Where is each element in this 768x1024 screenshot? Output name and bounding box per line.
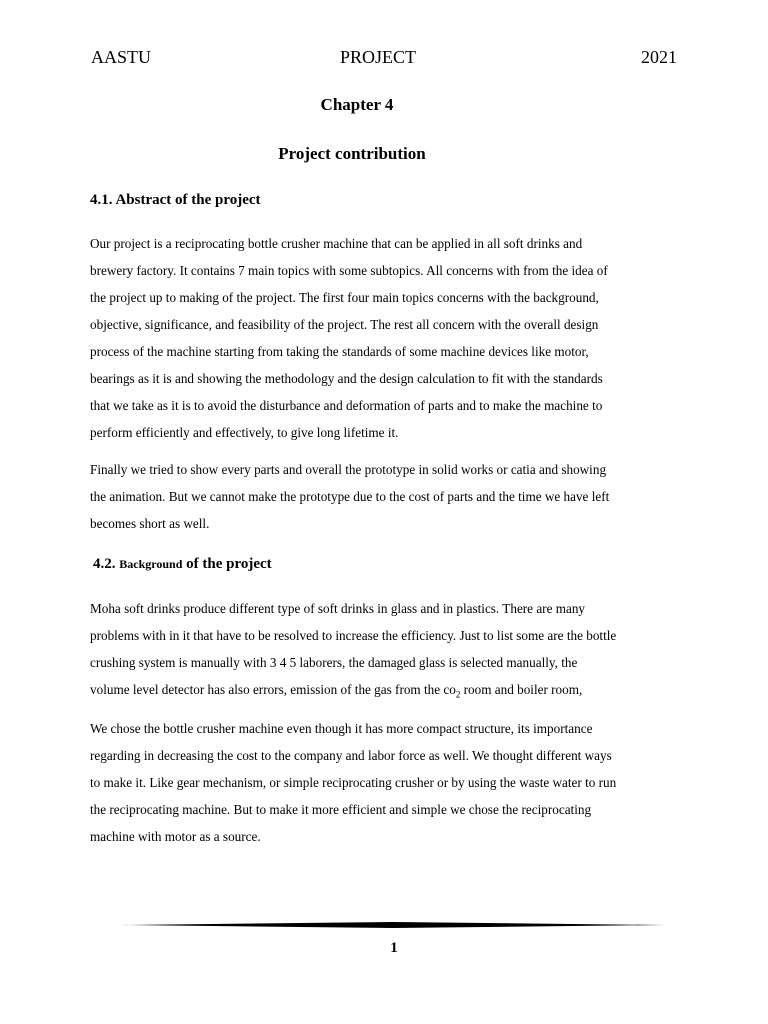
- text-line: Finally we tried to show every parts and overall the prototype in solid works or catia and showing: [90, 462, 607, 477]
- text-line: the animation. But we cannot make the prototype due to the cost of parts and the time we have left: [90, 489, 610, 504]
- section-heading-background: [93, 556, 272, 573]
- section-title-small: Background: [119, 557, 183, 571]
- text-line: Moha soft drinks produce different type of soft drinks in glass and in plastics. There are many: [90, 601, 586, 616]
- text-line: We chose the bottle crusher machine even though it has more compact structure, its importance: [90, 721, 593, 736]
- section-number: 4.2.: [93, 556, 116, 572]
- paragraph-abstract-1: [90, 230, 702, 446]
- text-line: crushing system is manually with 3 4 5 laborers, the damaged glass is selected manually, the: [90, 655, 578, 670]
- page-header: [91, 47, 677, 71]
- text-segment: volume level detector has also errors, emission of the gas from the co: [90, 682, 456, 697]
- text-line: to make it. Like gear mechanism, or simple reciprocating crusher or by using the waste water to run: [90, 775, 617, 790]
- page-number: 1: [390, 940, 398, 956]
- text-line: becomes short as well.: [90, 516, 210, 531]
- text-line: [90, 676, 702, 709]
- text-line: process of the machine starting from taking the standards of some machine devices like motor,: [90, 344, 589, 359]
- chapter-title: Chapter 4: [320, 95, 394, 114]
- text-line: bearings as it is and showing the methodology and the design calculation to fit with the standards: [90, 371, 603, 386]
- paragraph-background-2: [90, 715, 702, 850]
- text-line: Our project is a reciprocating bottle crusher machine that can be applied in all soft drinks and: [90, 236, 583, 251]
- text-line: objective, significance, and feasibility of the project. The rest all concern with the overall design: [90, 317, 599, 332]
- paragraph-abstract-2: [90, 456, 702, 537]
- header-institution: AASTU: [91, 47, 152, 67]
- text-segment: room and boiler room,: [460, 682, 583, 697]
- text-line: the reciprocating machine. But to make it more efficient and simple we chose the reciprocating: [90, 802, 592, 817]
- header-project: PROJECT: [340, 47, 417, 67]
- text-line: regarding in decreasing the cost to the company and labor force as well. We thought different ways: [90, 748, 612, 763]
- header-year: 2021: [641, 47, 677, 67]
- paragraph-background-1: [90, 595, 702, 709]
- section-title: Abstract of the project: [115, 192, 261, 208]
- text-line: brewery factory. It contains 7 main topics with some subtopics. All concerns with from the idea of: [90, 263, 608, 278]
- section-number: 4.1.: [90, 192, 113, 208]
- text-line: problems with in it that have to be resolved to increase the efficiency. Just to list some are the bottle: [90, 628, 617, 643]
- section-heading-abstract: [90, 192, 261, 209]
- section-title: of the project: [186, 556, 272, 572]
- text-line: perform efficiently and effectively, to give long lifetime it.: [90, 425, 399, 440]
- text-line: machine with motor as a source.: [90, 829, 261, 844]
- text-line: that we take as it is to avoid the disturbance and deformation of parts and to make the machine to: [90, 398, 603, 413]
- footer-divider-shape: [122, 922, 664, 928]
- text-line: the project up to making of the project. The first four main topics concerns with the background,: [90, 290, 599, 305]
- subscript: 2: [455, 689, 461, 700]
- footer-divider: [122, 922, 664, 928]
- page-title: Project contribution: [278, 144, 426, 163]
